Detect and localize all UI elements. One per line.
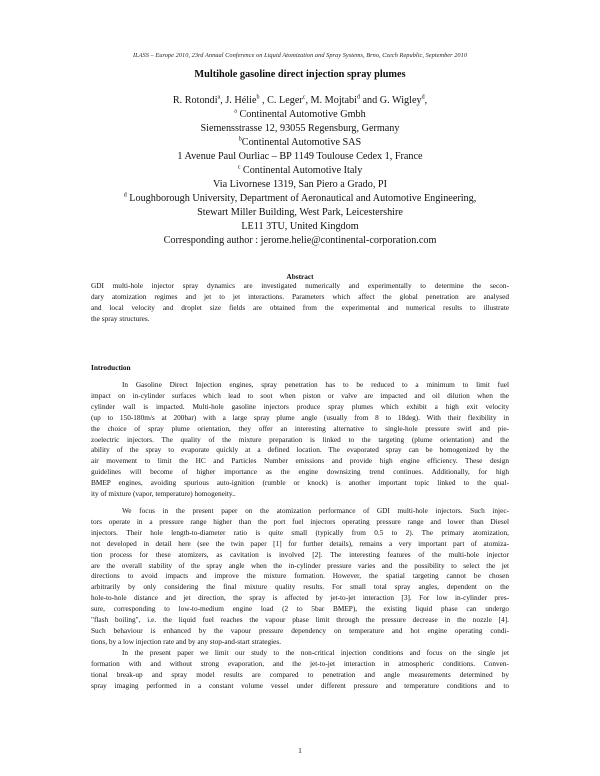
intro-paragraph-2 xyxy=(91,506,509,648)
text-line: the spray structures. xyxy=(91,313,150,323)
introduction-heading: Introduction xyxy=(91,363,131,372)
affiliation-line xyxy=(0,220,600,234)
text-line: impact on in-cylinder surfaces which lead to soot when piston or valve are impacted and oil dilution when the xyxy=(91,390,509,400)
corresponding-author: Corresponding author : jerome.helie@continental-corporation.com xyxy=(163,235,437,246)
text-line: In Gasoline Direct Injection engines, spray penetration has to be reduced to a minimum to limit fuel xyxy=(122,380,509,389)
abstract-body xyxy=(91,281,509,325)
affiliation-text: Stewart Miller Building, West Park, Leicestershire xyxy=(197,207,403,218)
paper-title: Multihole gasoline direct injection spray plumes xyxy=(194,69,406,80)
affiliation-text: Loughborough University, Department of Aeronautical and Automotive Engineering, xyxy=(126,193,477,204)
affiliation-text: Continental Automotive Italy xyxy=(240,165,363,176)
text-line: GDI multi-hole injector spray dynamics are investigated numerically and experimentally to determine the secon- xyxy=(91,281,509,290)
text-line: (up to 150-180m/s at 200bar) with a large spray plume angle (usually from 8 to 18deg). With their flexibility in xyxy=(91,412,509,422)
text-line: spray imaging performed in a constant volume vessel under different pressure and temperature conditions and to xyxy=(91,680,509,690)
text-line: zoelectric injectors. The quality of the mixture preparation is linked to the targeting (plume orientation) and the xyxy=(91,434,509,444)
affiliation-superscript: c xyxy=(237,164,241,171)
author-name: R. Rotondi xyxy=(172,95,218,106)
text-line: We focus in the present paper on the atomization performance of GDI multi-hole injectors. Such injec- xyxy=(122,506,509,515)
text-line: tors operate in a pressure range higher than the port fuel injectors operating pressure range and lower than Diesel xyxy=(91,516,509,526)
author-superscript: d xyxy=(421,94,425,101)
running-head: ILASS – Europe 2010, 23rd Annual Conference on Liquid Atomization and Spray Systems, Brno, Czech Republic, September 2010 xyxy=(132,52,468,59)
affiliation-block xyxy=(0,108,600,234)
text-line: In the present paper we limit our study to the non-critical injection conditions and focus on the single jet xyxy=(122,648,509,657)
text-line: BMEP engines, avoiding spurious auto-ignition (rumble or knock) is another important topic linked to the qual- xyxy=(91,478,509,488)
text-line: not developed in detail here (see the twin paper [1] for further details), remains a very important part of atomiza- xyxy=(91,538,509,548)
author-name: , C. Leger xyxy=(259,95,303,106)
author-name: , M. Mojtabi xyxy=(305,95,357,106)
affiliation-text: LE11 3TU, United Kingdom xyxy=(241,221,359,232)
text-line: air movement to limit the HC and Particles Number emissions and provide high engine efficiency. These design xyxy=(91,456,509,466)
affiliation-text: Continental Automotive SAS xyxy=(241,137,362,148)
text-line: tional break-up and spray model results are compared to penetration and angle measurements determined by xyxy=(91,669,509,679)
author-superscript: c xyxy=(302,94,306,101)
text-line: arbitrarily by only considering the final mixture quality results. For small total spray angles, dependent on the xyxy=(91,582,509,592)
text-line: ity of mixture (vapor, temperature) homogeneity.. xyxy=(91,489,236,499)
text-line: Such behaviour is enhanced by the vapour pressure dependency on temperature and hot engine operating condi- xyxy=(91,625,509,635)
author-superscript: b xyxy=(256,94,260,101)
text-line: are the overall stability of the spray angle when the in-cylinder pressure varies and the possibility to select the jet xyxy=(91,560,509,570)
affiliation-line xyxy=(0,150,600,164)
affiliation-superscript: a xyxy=(234,108,237,115)
affiliation-line xyxy=(0,206,600,220)
author-name: and G. Wigley xyxy=(359,95,422,106)
text-line: dary atomization regimes and jet to jet interactions. Parameters which affect the global penetration are analysed xyxy=(91,291,509,301)
text-line: ability of the spray to evaporate quickly at a defined location. The evaporated spray can be homogenized by the xyxy=(91,445,509,455)
author-list xyxy=(0,94,600,108)
author-superscript: d xyxy=(356,94,360,101)
text-line: and local velocity and droplet size fields are obtained from the experimental and numerical results to illustrate xyxy=(91,302,509,312)
affiliation-text: 1 Avenue Paul Ourliac – BP 1149 Toulouse Cedex 1, France xyxy=(177,151,423,162)
text-line: directions to avoid impacts and improve the mixture formation. However, the spatial targeting cannot be chosen xyxy=(91,571,509,581)
text-line: cylinder wall is impacted. Multi-hole gasoline injectors produce spray plumes which exhibit a high exit velocity xyxy=(91,401,509,411)
affiliation-superscript: b xyxy=(238,136,242,143)
intro-paragraph-1 xyxy=(91,380,509,500)
author-name: , J. Hélie xyxy=(220,95,257,106)
affiliation-line xyxy=(0,136,600,150)
text-line: the choice of spray plume orientation, they offer an interesting alternative to single-hole pressure swirl and pie- xyxy=(91,423,509,433)
affiliation-line xyxy=(0,122,600,136)
affiliation-line xyxy=(0,178,600,192)
text-line: "flash boiling", i.e. the liquid fuel reaches the vapour phase limit through the pressure decrease in the nozzle [4]. xyxy=(91,615,509,625)
affiliation-line xyxy=(0,192,600,206)
text-line: tion process for these atomizers, as cavitation is involved [2]. The interesting features of the multi-hole injector xyxy=(91,549,509,559)
abstract-heading: Abstract xyxy=(286,272,314,281)
intro-paragraph-3 xyxy=(91,648,509,692)
affiliation-line xyxy=(0,164,600,178)
page-number: 1 xyxy=(298,746,302,755)
text-line: formation with and without strong evaporation, and the jet-to-jet interaction in atmospheric conditions. Conven- xyxy=(91,658,509,668)
text-line: hole-to-hole distance and jet direction, the spray is affected by jet-to-jet interaction [3]. For low in-cylinder pres- xyxy=(91,593,509,603)
text-line: injectors. Their hole length-to-diameter ratio is quite small (typically from 0.5 to 2). The primary atomization, xyxy=(91,527,509,537)
text-line: guidelines will become of higher importance as the engine downsizing trend continues. Additionally, for high xyxy=(91,467,509,477)
author-list-tail: , xyxy=(424,95,428,106)
affiliation-text: Siemensstrasse 12, 93055 Regensburg, Germany xyxy=(200,123,400,134)
text-line: tions, by a low injection rate and by any stop-and-start strategies. xyxy=(91,636,282,646)
author-superscript: a xyxy=(217,94,221,101)
affiliation-superscript: d xyxy=(123,192,127,199)
text-line: sure, corresponding to low-to-medium engine load (2 to 5bar BMEP), the existing liquid phase can undergo xyxy=(91,604,509,614)
affiliation-text: Via Livornese 1319, San Piero a Grado, PI xyxy=(213,179,387,190)
affiliation-text: Continental Automotive Gmbh xyxy=(236,109,366,120)
affiliation-line xyxy=(0,108,600,122)
